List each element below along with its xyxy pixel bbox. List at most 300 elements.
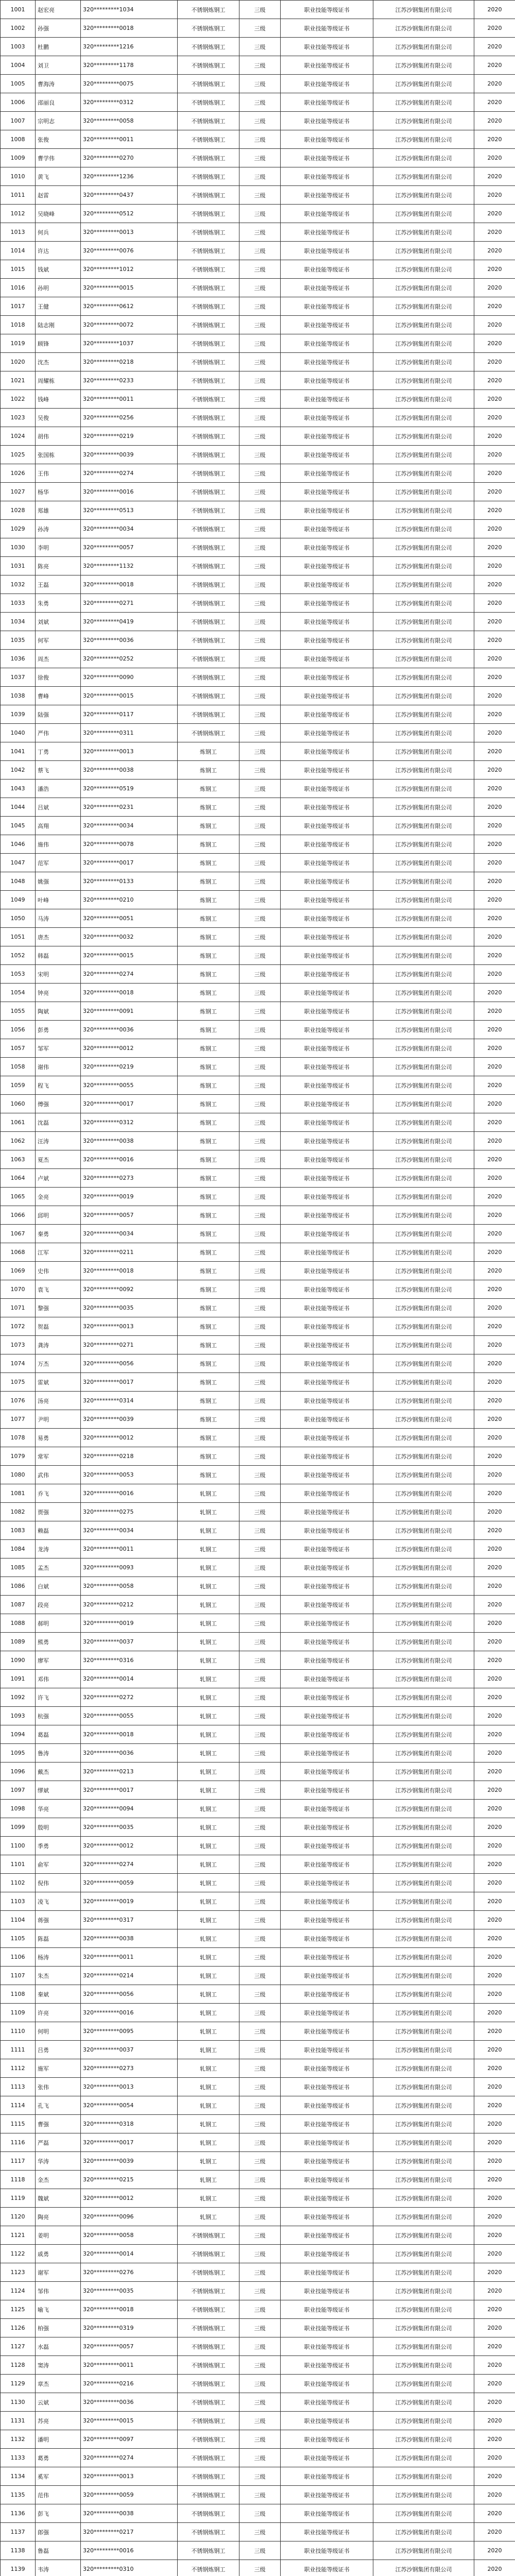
row-company: 江苏沙钢集团有限公司 bbox=[373, 390, 474, 409]
table-row bbox=[1, 909, 515, 928]
row-company: 江苏沙钢集团有限公司 bbox=[373, 279, 474, 297]
row-year: 2020 bbox=[474, 1818, 515, 1837]
row-year: 2020 bbox=[474, 650, 515, 668]
row-id-number: 320*********0036 bbox=[81, 631, 178, 650]
row-id-number: 320*********0214 bbox=[81, 1967, 178, 1985]
row-job: 不锈钢炼钢工 bbox=[178, 575, 239, 594]
table-row bbox=[1, 984, 515, 1002]
row-number: 1087 bbox=[1, 1596, 36, 1614]
row-year: 2020 bbox=[474, 520, 515, 538]
row-year: 2020 bbox=[474, 409, 515, 427]
row-year: 2020 bbox=[474, 1299, 515, 1317]
table-row bbox=[1, 575, 515, 594]
row-name: 胡伟 bbox=[36, 427, 81, 446]
row-id-number: 320*********0133 bbox=[81, 872, 178, 891]
row-level: 三级 bbox=[239, 371, 281, 390]
row-year: 2020 bbox=[474, 2412, 515, 2430]
row-year: 2020 bbox=[474, 1336, 515, 1354]
row-year: 2020 bbox=[474, 501, 515, 520]
row-job: 轧钢工 bbox=[178, 1633, 239, 1651]
row-name: 章杰 bbox=[36, 2375, 81, 2393]
row-company: 江苏沙钢集团有限公司 bbox=[373, 1781, 474, 1800]
row-cert-type: 职业技能等级证书 bbox=[281, 984, 373, 1002]
row-level: 三级 bbox=[239, 1317, 281, 1336]
row-cert-type: 职业技能等级证书 bbox=[281, 631, 373, 650]
row-year: 2020 bbox=[474, 557, 515, 575]
row-name: 戚勇 bbox=[36, 2245, 81, 2263]
row-name: 贾强 bbox=[36, 1503, 81, 1521]
row-id-number: 320*********0016 bbox=[81, 483, 178, 501]
row-name: 朱勇 bbox=[36, 594, 81, 613]
row-id-number: 320*********0311 bbox=[81, 724, 178, 742]
row-number: 1094 bbox=[1, 1725, 36, 1744]
row-job: 不锈钢炼钢工 bbox=[178, 705, 239, 724]
row-level: 三级 bbox=[239, 1206, 281, 1225]
row-level: 三级 bbox=[239, 2022, 281, 2041]
row-id-number: 320*********0213 bbox=[81, 1762, 178, 1781]
row-job: 炼钢工 bbox=[178, 1002, 239, 1021]
table-row bbox=[1, 1447, 515, 1466]
row-name: 喻飞 bbox=[36, 2300, 81, 2319]
row-name: 俞军 bbox=[36, 1855, 81, 1874]
row-job: 不锈钢炼钢工 bbox=[178, 464, 239, 483]
row-level: 三级 bbox=[239, 1967, 281, 1985]
row-number: 1037 bbox=[1, 668, 36, 687]
row-number: 1089 bbox=[1, 1633, 36, 1651]
row-cert-type: 职业技能等级证书 bbox=[281, 1410, 373, 1429]
row-job: 炼钢工 bbox=[178, 1188, 239, 1206]
row-name: 邓伟 bbox=[36, 1670, 81, 1688]
table-row bbox=[1, 56, 515, 75]
row-level: 三级 bbox=[239, 427, 281, 446]
row-name: 江军 bbox=[36, 1243, 81, 1262]
row-job: 炼钢工 bbox=[178, 1058, 239, 1076]
row-year: 2020 bbox=[474, 798, 515, 817]
row-year: 2020 bbox=[474, 2560, 515, 2576]
row-level: 三级 bbox=[239, 891, 281, 909]
row-number: 1036 bbox=[1, 650, 36, 668]
table-row bbox=[1, 1725, 515, 1744]
row-job: 轧钢工 bbox=[178, 2078, 239, 2096]
row-id-number: 320*********0011 bbox=[81, 1948, 178, 1967]
row-year: 2020 bbox=[474, 1874, 515, 1892]
row-cert-type: 职业技能等级证书 bbox=[281, 2226, 373, 2245]
row-number: 1009 bbox=[1, 149, 36, 167]
row-name: 杜鹏 bbox=[36, 38, 81, 56]
row-level: 三级 bbox=[239, 409, 281, 427]
row-job: 炼钢工 bbox=[178, 761, 239, 779]
row-cert-type: 职业技能等级证书 bbox=[281, 835, 373, 854]
row-level: 三级 bbox=[239, 687, 281, 705]
row-id-number: 320*********0059 bbox=[81, 2486, 178, 2504]
row-cert-type: 职业技能等级证书 bbox=[281, 390, 373, 409]
row-cert-type: 职业技能等级证书 bbox=[281, 1299, 373, 1317]
row-number: 1053 bbox=[1, 965, 36, 984]
row-job: 轧钢工 bbox=[178, 1985, 239, 2004]
row-year: 2020 bbox=[474, 1614, 515, 1633]
row-cert-type: 职业技能等级证书 bbox=[281, 1132, 373, 1150]
row-number: 1093 bbox=[1, 1707, 36, 1725]
row-name: 严伟 bbox=[36, 724, 81, 742]
row-year: 2020 bbox=[474, 316, 515, 334]
row-number: 1059 bbox=[1, 1076, 36, 1095]
row-name: 施伟 bbox=[36, 835, 81, 854]
row-level: 三级 bbox=[239, 1725, 281, 1744]
row-job: 炼钢工 bbox=[178, 1373, 239, 1392]
row-year: 2020 bbox=[474, 2523, 515, 2541]
row-number: 1115 bbox=[1, 2115, 36, 2133]
row-name: 魏斌 bbox=[36, 2189, 81, 2208]
row-id-number: 320*********0319 bbox=[81, 2319, 178, 2337]
row-name: 孔飞 bbox=[36, 2096, 81, 2115]
row-level: 三级 bbox=[239, 2504, 281, 2523]
table-row bbox=[1, 2541, 515, 2560]
table-row bbox=[1, 854, 515, 872]
row-number: 1065 bbox=[1, 1188, 36, 1206]
row-job: 不锈钢炼钢工 bbox=[178, 242, 239, 260]
row-name: 沈磊 bbox=[36, 1113, 81, 1132]
row-level: 三级 bbox=[239, 223, 281, 242]
row-job: 炼钢工 bbox=[178, 1169, 239, 1188]
row-level: 三级 bbox=[239, 1262, 281, 1280]
row-job: 轧钢工 bbox=[178, 1484, 239, 1503]
row-name: 孙涛 bbox=[36, 520, 81, 538]
row-year: 2020 bbox=[474, 891, 515, 909]
table-row bbox=[1, 2337, 515, 2356]
row-number: 1027 bbox=[1, 483, 36, 501]
row-year: 2020 bbox=[474, 1262, 515, 1280]
row-number: 1017 bbox=[1, 297, 36, 316]
table-row bbox=[1, 1540, 515, 1558]
row-name: 云斌 bbox=[36, 2393, 81, 2412]
row-number: 1001 bbox=[1, 1, 36, 19]
row-cert-type: 职业技能等级证书 bbox=[281, 149, 373, 167]
row-level: 三级 bbox=[239, 2393, 281, 2412]
row-id-number: 320*********0013 bbox=[81, 2078, 178, 2096]
row-year: 2020 bbox=[474, 1354, 515, 1373]
row-number: 1033 bbox=[1, 594, 36, 613]
row-number: 1010 bbox=[1, 167, 36, 186]
table-row bbox=[1, 446, 515, 464]
row-number: 1105 bbox=[1, 1929, 36, 1948]
row-job: 不锈钢炼钢工 bbox=[178, 149, 239, 167]
row-level: 三级 bbox=[239, 2319, 281, 2337]
row-company: 江苏沙钢集团有限公司 bbox=[373, 1762, 474, 1781]
row-name: 王健 bbox=[36, 297, 81, 316]
table-row bbox=[1, 1929, 515, 1948]
row-number: 1051 bbox=[1, 928, 36, 946]
row-level: 三级 bbox=[239, 1558, 281, 1577]
table-row bbox=[1, 1095, 515, 1113]
row-cert-type: 职业技能等级证书 bbox=[281, 112, 373, 130]
row-company: 江苏沙钢集团有限公司 bbox=[373, 1558, 474, 1577]
row-id-number: 320*********0013 bbox=[81, 2467, 178, 2486]
row-job: 不锈钢炼钢工 bbox=[178, 501, 239, 520]
table-row bbox=[1, 2096, 515, 2115]
row-company: 江苏沙钢集团有限公司 bbox=[373, 1707, 474, 1725]
row-cert-type: 职业技能等级证书 bbox=[281, 872, 373, 891]
row-id-number: 320*********0038 bbox=[81, 761, 178, 779]
row-company: 江苏沙钢集团有限公司 bbox=[373, 2041, 474, 2059]
row-number: 1086 bbox=[1, 1577, 36, 1596]
table-row bbox=[1, 1002, 515, 1021]
row-id-number: 320*********0117 bbox=[81, 705, 178, 724]
row-number: 1070 bbox=[1, 1280, 36, 1299]
row-id-number: 320*********0519 bbox=[81, 779, 178, 798]
row-number: 1035 bbox=[1, 631, 36, 650]
row-number: 1127 bbox=[1, 2337, 36, 2356]
row-id-number: 320*********0211 bbox=[81, 1243, 178, 1262]
row-job: 不锈钢炼钢工 bbox=[178, 2430, 239, 2449]
row-level: 三级 bbox=[239, 2171, 281, 2189]
row-company: 江苏沙钢集团有限公司 bbox=[373, 2171, 474, 2189]
row-job: 轧钢工 bbox=[178, 2189, 239, 2208]
row-cert-type: 职业技能等级证书 bbox=[281, 1744, 373, 1762]
row-cert-type: 职业技能等级证书 bbox=[281, 279, 373, 297]
row-year: 2020 bbox=[474, 984, 515, 1002]
row-company: 江苏沙钢集团有限公司 bbox=[373, 1744, 474, 1762]
row-company: 江苏沙钢集团有限公司 bbox=[373, 1892, 474, 1911]
row-company: 江苏沙钢集团有限公司 bbox=[373, 167, 474, 186]
row-level: 三级 bbox=[239, 1651, 281, 1670]
row-number: 1082 bbox=[1, 1503, 36, 1521]
row-number: 1038 bbox=[1, 687, 36, 705]
row-name: 华亮 bbox=[36, 1800, 81, 1818]
row-id-number: 320*********0612 bbox=[81, 297, 178, 316]
row-id-number: 320*********0057 bbox=[81, 2337, 178, 2356]
table-row bbox=[1, 1558, 515, 1577]
row-name: 秦斌 bbox=[36, 1985, 81, 2004]
table-row bbox=[1, 2393, 515, 2412]
row-number: 1139 bbox=[1, 2560, 36, 2576]
row-year: 2020 bbox=[474, 1429, 515, 1447]
table-row bbox=[1, 724, 515, 742]
row-cert-type: 职业技能等级证书 bbox=[281, 1762, 373, 1781]
row-id-number: 320*********0034 bbox=[81, 1225, 178, 1243]
row-job: 轧钢工 bbox=[178, 1614, 239, 1633]
row-id-number: 320*********0216 bbox=[81, 2375, 178, 2393]
row-number: 1040 bbox=[1, 724, 36, 742]
row-year: 2020 bbox=[474, 2486, 515, 2504]
row-company: 江苏沙钢集团有限公司 bbox=[373, 742, 474, 761]
table-row bbox=[1, 779, 515, 798]
row-company: 江苏沙钢集团有限公司 bbox=[373, 1818, 474, 1837]
row-number: 1061 bbox=[1, 1113, 36, 1132]
row-job: 不锈钢炼钢工 bbox=[178, 297, 239, 316]
row-number: 1136 bbox=[1, 2504, 36, 2523]
row-id-number: 320*********0097 bbox=[81, 2430, 178, 2449]
row-job: 炼钢工 bbox=[178, 872, 239, 891]
row-name: 华涛 bbox=[36, 2152, 81, 2171]
table-row bbox=[1, 1466, 515, 1484]
row-cert-type: 职业技能等级证书 bbox=[281, 1243, 373, 1262]
row-name: 邹军 bbox=[36, 1039, 81, 1058]
row-company: 江苏沙钢集团有限公司 bbox=[373, 130, 474, 149]
row-cert-type: 职业技能等级证书 bbox=[281, 2115, 373, 2133]
row-id-number: 320*********0015 bbox=[81, 2412, 178, 2430]
table-row bbox=[1, 891, 515, 909]
row-name: 谢伟 bbox=[36, 1058, 81, 1076]
row-name: 施军 bbox=[36, 2059, 81, 2078]
row-number: 1122 bbox=[1, 2245, 36, 2263]
row-cert-type: 职业技能等级证书 bbox=[281, 1929, 373, 1948]
row-year: 2020 bbox=[474, 2319, 515, 2337]
row-level: 三级 bbox=[239, 2486, 281, 2504]
row-id-number: 320*********0032 bbox=[81, 928, 178, 946]
table-row bbox=[1, 1039, 515, 1058]
row-year: 2020 bbox=[474, 538, 515, 557]
row-year: 2020 bbox=[474, 1985, 515, 2004]
row-number: 1049 bbox=[1, 891, 36, 909]
row-cert-type: 职业技能等级证书 bbox=[281, 742, 373, 761]
table-row bbox=[1, 130, 515, 149]
row-year: 2020 bbox=[474, 2356, 515, 2375]
row-number: 1023 bbox=[1, 409, 36, 427]
row-number: 1124 bbox=[1, 2282, 36, 2300]
row-number: 1125 bbox=[1, 2300, 36, 2319]
row-year: 2020 bbox=[474, 817, 515, 835]
row-job: 轧钢工 bbox=[178, 1503, 239, 1521]
row-level: 三级 bbox=[239, 2041, 281, 2059]
row-name: 易勇 bbox=[36, 1429, 81, 1447]
row-company: 江苏沙钢集团有限公司 bbox=[373, 1503, 474, 1521]
row-level: 三级 bbox=[239, 650, 281, 668]
row-company: 江苏沙钢集团有限公司 bbox=[373, 1614, 474, 1633]
row-level: 三级 bbox=[239, 1039, 281, 1058]
row-company: 江苏沙钢集团有限公司 bbox=[373, 316, 474, 334]
row-company: 江苏沙钢集团有限公司 bbox=[373, 779, 474, 798]
row-level: 三级 bbox=[239, 1929, 281, 1948]
row-level: 三级 bbox=[239, 928, 281, 946]
row-year: 2020 bbox=[474, 186, 515, 205]
row-year: 2020 bbox=[474, 1837, 515, 1855]
row-cert-type: 职业技能等级证书 bbox=[281, 1837, 373, 1855]
row-year: 2020 bbox=[474, 1058, 515, 1076]
row-cert-type: 职业技能等级证书 bbox=[281, 1614, 373, 1633]
row-level: 三级 bbox=[239, 2208, 281, 2226]
row-cert-type: 职业技能等级证书 bbox=[281, 1280, 373, 1299]
row-year: 2020 bbox=[474, 1169, 515, 1188]
row-name: 许亮 bbox=[36, 2004, 81, 2022]
table-row bbox=[1, 2115, 515, 2133]
row-id-number: 320*********0059 bbox=[81, 1874, 178, 1892]
row-company: 江苏沙钢集团有限公司 bbox=[373, 446, 474, 464]
row-company: 江苏沙钢集团有限公司 bbox=[373, 1967, 474, 1985]
row-level: 三级 bbox=[239, 1299, 281, 1317]
row-id-number: 320*********0233 bbox=[81, 371, 178, 390]
table-row bbox=[1, 1, 515, 19]
row-cert-type: 职业技能等级证书 bbox=[281, 1095, 373, 1113]
row-year: 2020 bbox=[474, 390, 515, 409]
row-company: 江苏沙钢集团有限公司 bbox=[373, 2356, 474, 2375]
row-number: 1090 bbox=[1, 1651, 36, 1670]
table-row bbox=[1, 2356, 515, 2375]
row-id-number: 320*********0051 bbox=[81, 909, 178, 928]
row-name: 陶亮 bbox=[36, 2208, 81, 2226]
row-cert-type: 职业技能等级证书 bbox=[281, 1911, 373, 1929]
row-year: 2020 bbox=[474, 1373, 515, 1392]
table-row bbox=[1, 371, 515, 390]
row-job: 炼钢工 bbox=[178, 1021, 239, 1039]
row-cert-type: 职业技能等级证书 bbox=[281, 891, 373, 909]
table-row bbox=[1, 2152, 515, 2171]
row-name: 许飞 bbox=[36, 1688, 81, 1707]
row-id-number: 320*********0034 bbox=[81, 520, 178, 538]
row-level: 三级 bbox=[239, 1392, 281, 1410]
row-number: 1011 bbox=[1, 186, 36, 205]
row-number: 1068 bbox=[1, 1243, 36, 1262]
row-id-number: 320*********0057 bbox=[81, 1206, 178, 1225]
row-cert-type: 职业技能等级证书 bbox=[281, 2152, 373, 2171]
table-row bbox=[1, 2375, 515, 2393]
row-id-number: 320*********0317 bbox=[81, 1911, 178, 1929]
table-row bbox=[1, 242, 515, 260]
row-company: 江苏沙钢集团有限公司 bbox=[373, 798, 474, 817]
table-row bbox=[1, 1150, 515, 1169]
row-level: 三级 bbox=[239, 1429, 281, 1447]
row-level: 三级 bbox=[239, 2096, 281, 2115]
row-id-number: 320*********0037 bbox=[81, 1633, 178, 1651]
row-cert-type: 职业技能等级证书 bbox=[281, 520, 373, 538]
row-company: 江苏沙钢集团有限公司 bbox=[373, 1076, 474, 1095]
row-id-number: 320*********0038 bbox=[81, 1132, 178, 1150]
row-id-number: 320*********0037 bbox=[81, 2041, 178, 2059]
row-company: 江苏沙钢集团有限公司 bbox=[373, 2467, 474, 2486]
row-level: 三级 bbox=[239, 594, 281, 613]
row-number: 1004 bbox=[1, 56, 36, 75]
row-cert-type: 职业技能等级证书 bbox=[281, 2263, 373, 2282]
row-number: 1076 bbox=[1, 1392, 36, 1410]
row-company: 江苏沙钢集团有限公司 bbox=[373, 1688, 474, 1707]
row-year: 2020 bbox=[474, 1929, 515, 1948]
row-name: 彭飞 bbox=[36, 2504, 81, 2523]
row-level: 三级 bbox=[239, 334, 281, 353]
row-level: 三级 bbox=[239, 1670, 281, 1688]
row-year: 2020 bbox=[474, 2282, 515, 2300]
row-name: 李明 bbox=[36, 538, 81, 557]
row-cert-type: 职业技能等级证书 bbox=[281, 687, 373, 705]
row-job: 轧钢工 bbox=[178, 1837, 239, 1855]
row-name: 戴杰 bbox=[36, 1762, 81, 1781]
row-job: 炼钢工 bbox=[178, 1225, 239, 1243]
row-number: 1111 bbox=[1, 2041, 36, 2059]
row-year: 2020 bbox=[474, 38, 515, 56]
row-level: 三级 bbox=[239, 2467, 281, 2486]
row-company: 江苏沙钢集团有限公司 bbox=[373, 946, 474, 965]
row-number: 1131 bbox=[1, 2412, 36, 2430]
row-year: 2020 bbox=[474, 1744, 515, 1762]
row-name: 金亮 bbox=[36, 1188, 81, 1206]
row-name: 曹峰 bbox=[36, 687, 81, 705]
row-cert-type: 职业技能等级证书 bbox=[281, 2133, 373, 2152]
table-row bbox=[1, 334, 515, 353]
row-company: 江苏沙钢集团有限公司 bbox=[373, 965, 474, 984]
row-level: 三级 bbox=[239, 1354, 281, 1373]
row-job: 炼钢工 bbox=[178, 1206, 239, 1225]
row-name: 杨华 bbox=[36, 483, 81, 501]
table-row bbox=[1, 650, 515, 668]
row-cert-type: 职业技能等级证书 bbox=[281, 1651, 373, 1670]
row-name: 周杰 bbox=[36, 650, 81, 668]
row-number: 1134 bbox=[1, 2467, 36, 2486]
row-number: 1007 bbox=[1, 112, 36, 130]
table-row bbox=[1, 1243, 515, 1262]
row-number: 1120 bbox=[1, 2208, 36, 2226]
row-year: 2020 bbox=[474, 1021, 515, 1039]
row-cert-type: 职业技能等级证书 bbox=[281, 56, 373, 75]
row-company: 江苏沙钢集团有限公司 bbox=[373, 1392, 474, 1410]
row-name: 朱杰 bbox=[36, 1967, 81, 1985]
